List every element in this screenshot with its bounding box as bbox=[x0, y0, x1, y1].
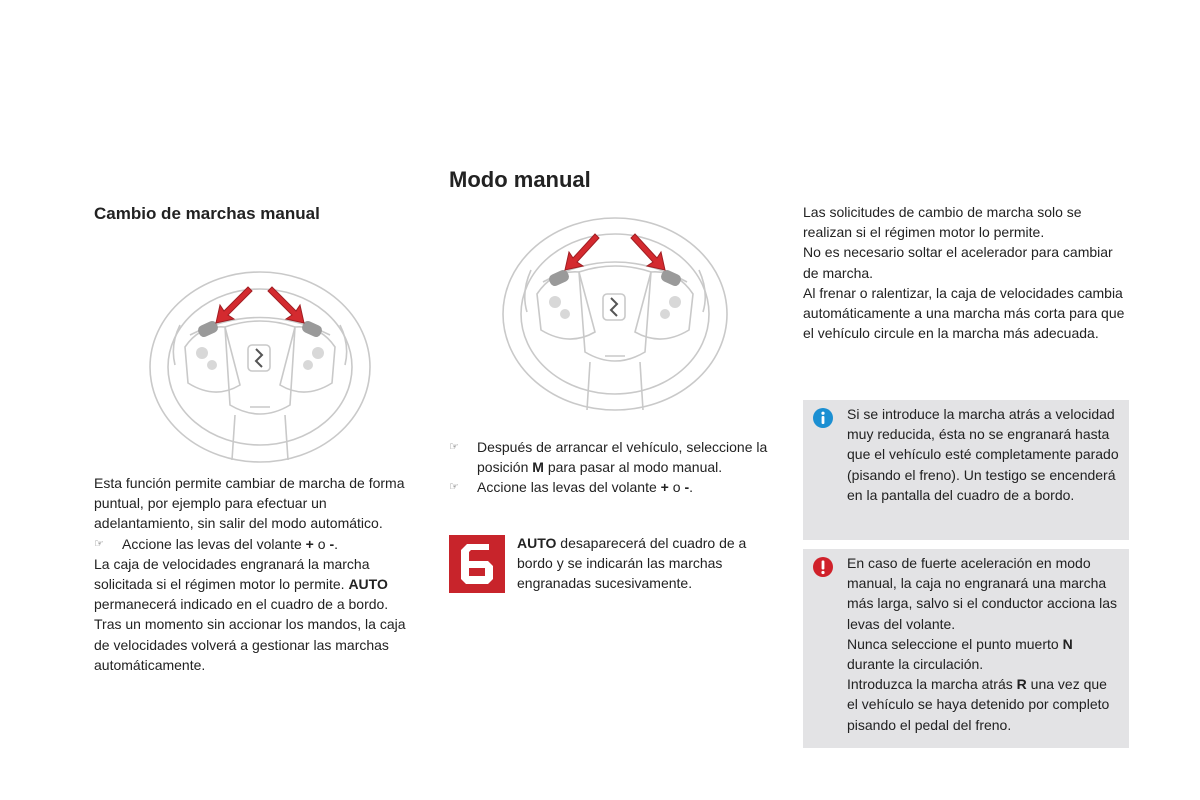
bullet-hand-icon: ☞ bbox=[449, 481, 459, 494]
steering-wheel-illustration-center bbox=[495, 212, 735, 412]
section-heading: Cambio de marchas manual bbox=[94, 204, 320, 223]
bullet-hand-icon: ☞ bbox=[94, 537, 104, 550]
bullet-hand-icon: ☞ bbox=[449, 441, 459, 453]
left-text-block bbox=[94, 473, 424, 675]
gear-display-icon bbox=[449, 535, 505, 593]
steering-wheel-illustration-left bbox=[140, 265, 380, 465]
intro-paragraph: Esta función permite cambiar de marcha de forma puntual, por ejemplo para efectuar un adelantamiento, sin salir del modo automático. bbox=[94, 475, 405, 532]
info-icon bbox=[813, 408, 833, 428]
page-title: Modo manual bbox=[449, 167, 591, 192]
gear-digit-graphic bbox=[449, 535, 505, 593]
gear-engage-paragraph: La caja de velocidades engranará la marcha solicitada si el régimen motor lo permite. AUTO permanecerá indicado en el cuadro de a bordo. bbox=[94, 555, 389, 613]
bullet-item: ☞ Después de arrancar el vehículo, seleccione la posición M para pasar al modo manual. bbox=[449, 437, 779, 477]
warning-icon bbox=[813, 557, 833, 577]
bullet-item: ☞ Accione las levas del volante + o -. bbox=[449, 477, 779, 497]
warning-note: En caso de fuerte aceleración en modo manual, la caja no engranará una marcha más larga, salvo si el conductor acciona las levas del volante. Nunca seleccione el punto muerto N durante la circulación. Introduzca la marcha atrás R una vez que el vehículo se haya detenido por completo pisando el pedal del freno. bbox=[803, 549, 1129, 748]
bullet-item: ☞ Accione las levas del volante + o -. bbox=[94, 534, 424, 554]
info-note: Si se introduce la marcha atrás a velocidad muy reducida, ésta no se engranará hasta que el vehículo esté completamente parado (pisando el freno). Un testigo se encenderá en la pantalla del cuadro de a bordo. bbox=[803, 400, 1129, 540]
right-text-block: Las solicitudes de cambio de marcha solo se realizan si el régimen motor lo permite. No es necesario soltar el acelerador para cambiar de marcha. Al frenar o ralentizar, la caja de velocidades cambia automáticamente a una marcha más corta para que el vehículo circule en la marcha más adecuada. bbox=[803, 204, 1125, 342]
center-bullets bbox=[449, 437, 779, 498]
auto-note: AUTO desaparecerá del cuadro de a bordo y se indicarán las marchas engranadas sucesivamente. bbox=[517, 535, 747, 592]
auto-return-paragraph: Tras un momento sin accionar los mandos, la caja de velocidades volverá a gestionar las marchas automáticamente. bbox=[94, 616, 406, 673]
